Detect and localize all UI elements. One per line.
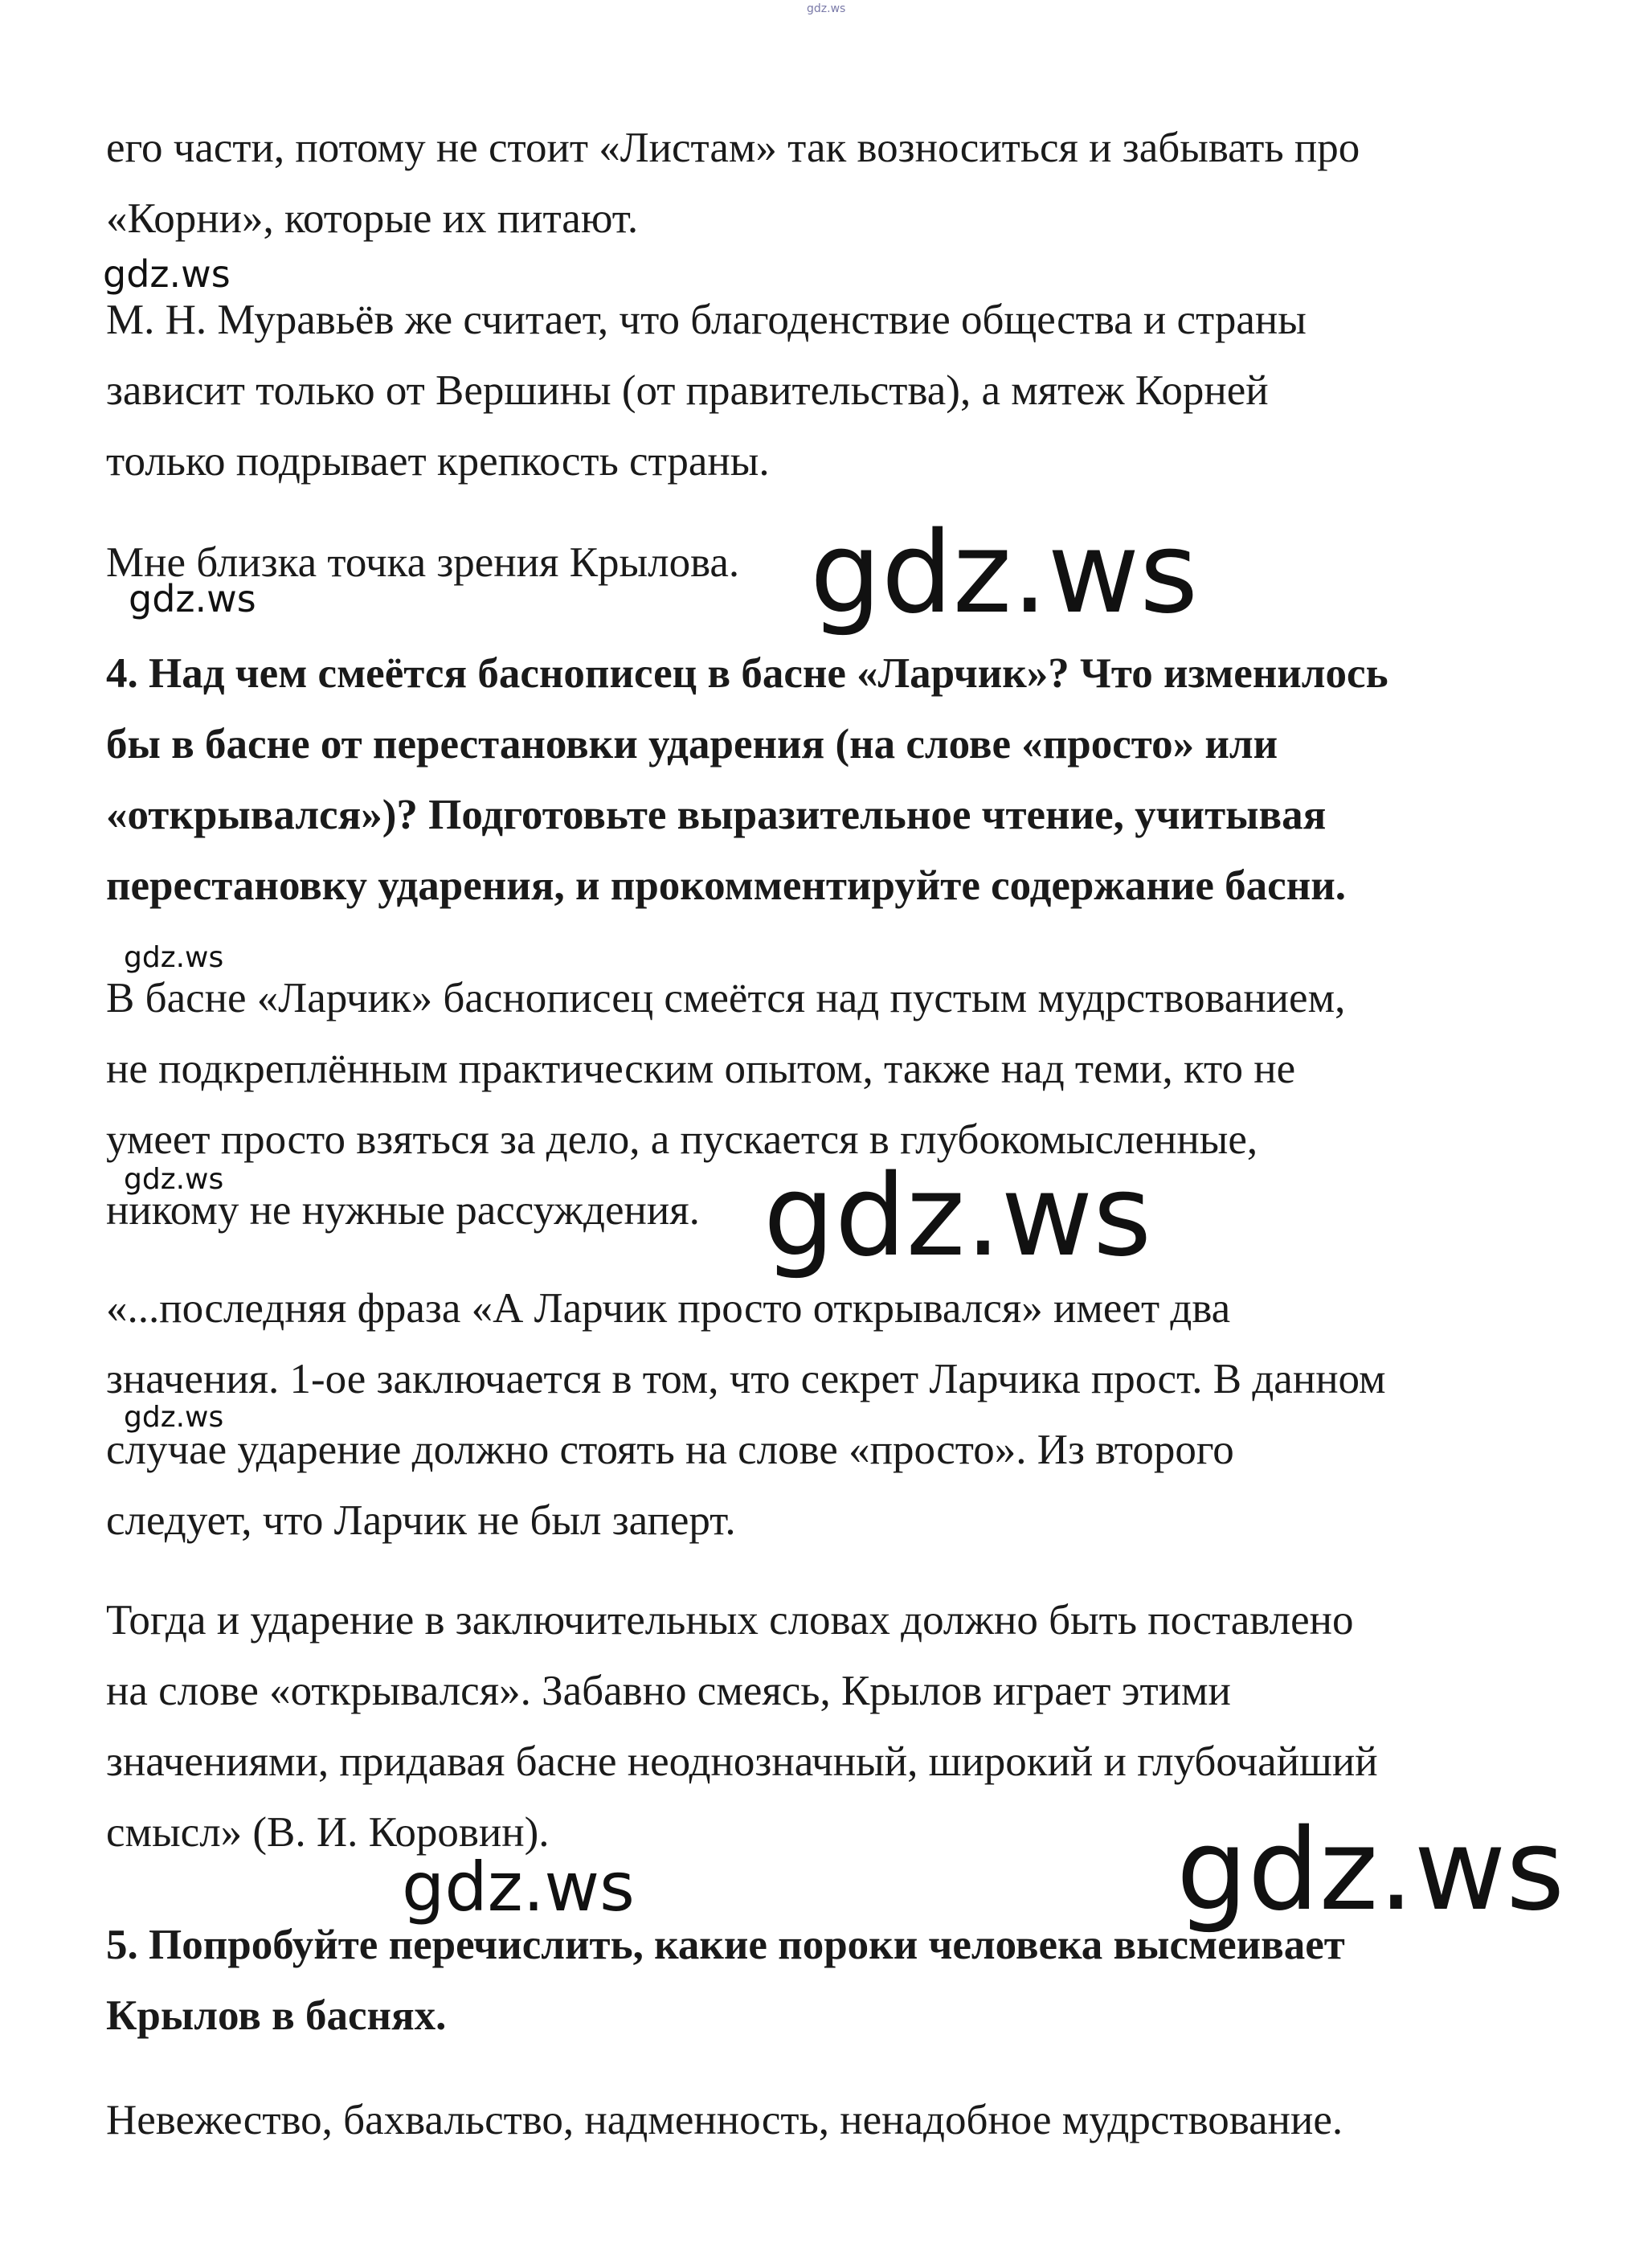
question-line: Крылов в баснях. [106, 1992, 447, 2039]
paragraph-7 [106, 2085, 1552, 2155]
paragraph-line: «...последняя фраза «А Ларчик просто открывался» имеет два [106, 1285, 1231, 1332]
paragraph-line: его части, потому не стоит «Листам» так возноситься и забывать про [106, 125, 1360, 171]
paragraph-line: М. Н. Муравьёв же считает, что благоденствие общества и страны [106, 297, 1307, 343]
watermark: gdz.ws [103, 252, 231, 296]
paragraph-2 [106, 285, 1552, 497]
question-line: бы в басне от перестановки ударения (на слове «просто» или [106, 721, 1278, 768]
question-4 [106, 638, 1552, 921]
paragraph-line: смысл» (В. И. Коровин). [106, 1809, 550, 1856]
watermark: gdz.ws [124, 941, 224, 974]
watermark-large: gdz.ws [810, 508, 1199, 639]
paragraph-line: умеет просто взяться за дело, а пускается в глубокомысленные, [106, 1116, 1258, 1163]
paragraph-line: значениями, придавая басне неоднозначный, широкий и глубочайший [106, 1738, 1378, 1785]
watermark-large: gdz.ws [763, 1151, 1152, 1282]
question-line: 4. Над чем смеётся баснописец в басне «Ларчик»? Что изменилось [106, 650, 1388, 697]
paragraph-1 [106, 113, 1552, 254]
paragraph-line: «Корни», которые их питают. [106, 195, 639, 242]
paragraph-line: не подкреплённым практическим опытом, также над теми, кто не [106, 1046, 1296, 1092]
paragraph-line: случае ударение должно стоять на слове «просто». Из второго [106, 1427, 1234, 1473]
watermark-mid: gdz.ws [402, 1848, 635, 1926]
paragraph-line: на слове «открывался». Забавно смеясь, Крылов играет этими [106, 1668, 1231, 1714]
question-line: 5. Попробуйте перечислить, какие пороки человека высмеивает [106, 1922, 1345, 1968]
watermark: gdz.ws [124, 1163, 224, 1196]
paragraph-line: только подрывает крепкость страны. [106, 438, 770, 485]
paragraph-line: Невежество, бахвальство, надменность, ненадобное мудрствование. [106, 2097, 1343, 2143]
question-5 [106, 1910, 1552, 2051]
paragraph-line: никому не нужные рассуждения. [106, 1187, 700, 1234]
paragraph-5 [106, 1273, 1552, 1556]
watermark: gdz.ws [124, 1401, 224, 1434]
question-line: перестановку ударения, и прокомментируйте содержание басни. [106, 862, 1347, 909]
watermark-large: gdz.ws [1176, 1805, 1565, 1936]
paragraph-line: В басне «Ларчик» баснописец смеётся над пустым мудрствованием, [106, 975, 1346, 1021]
paragraph-line: Мне близка точка зрения Крылова. [106, 539, 740, 586]
paragraph-line: Тогда и ударение в заключительных словах должно быть поставлено [106, 1597, 1354, 1644]
question-line: «открывался»)? Подготовьте выразительное чтение, учитывая [106, 792, 1327, 838]
paragraph-line: зависит только от Вершины (от правительства), а мятеж Корней [106, 367, 1269, 414]
paragraph-line: следует, что Ларчик не был заперт. [106, 1497, 736, 1544]
paragraph-line: значения. 1-ое заключается в том, что секрет Ларчика прост. В данном [106, 1356, 1386, 1402]
watermark-top: gdz.ws [807, 2, 846, 15]
watermark: gdz.ws [129, 577, 256, 620]
